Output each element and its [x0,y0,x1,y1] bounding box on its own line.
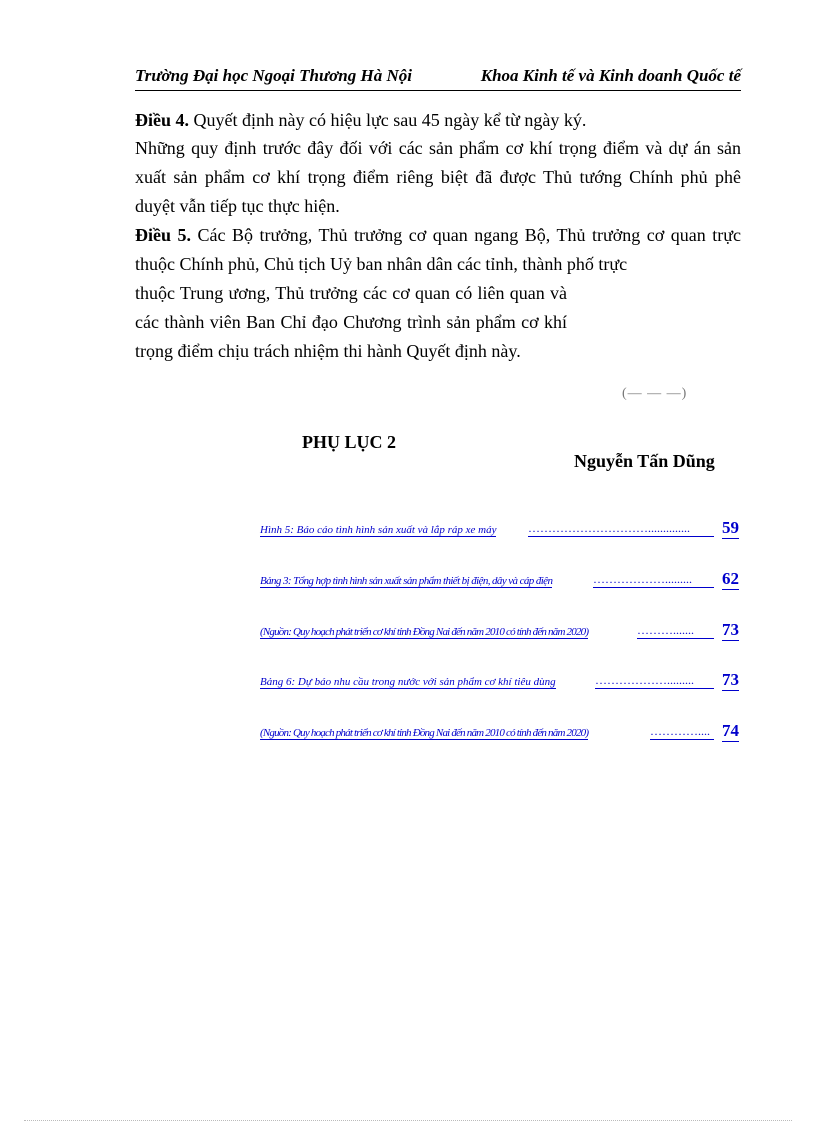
previous-regulations-paragraph: Những quy định trước đây đối với các sản phẩm cơ khí trọng điểm và dự án sản xuất sản phẩm cơ khí trọng điểm riêng biệt đã được Thủ tướng Chính phủ phê duyệt vẫn tiếp tục thực hiện. [135,138,741,216]
toc-title: Bảng 3: Tổng hợp tình hình sản xuất sản phẩm thiết bị điện, dây và cáp điện [260,575,553,587]
page-header [135,64,741,91]
article-4-text: Quyết định này có hiệu lực sau 45 ngày kể từ ngày ký. [189,110,587,130]
article-4 [135,106,741,135]
toc-title: Bảng 6: Dự báo nhu cầu trong nước với sản phẩm cơ khí tiêu dùng [260,676,556,688]
toc-title: Hình 5: Báo cáo tình hình sản xuất và lắp ráp xe máy [260,524,497,536]
toc-leader: ………………………….............. [528,521,714,537]
toc-page: 74 [722,721,739,740]
article-5-continued: thuộc Trung ương, Thủ trưởng các cơ quan có liên quan và các thành viên Ban Chỉ đạo Chương trình sản phẩm cơ khí trọng điểm chịu trách nhiệm thi hành Quyết định này. [135,283,567,361]
toc-leader: ………………......... [595,673,714,689]
page-bottom-divider [24,1120,792,1121]
toc-link-1[interactable] [260,568,739,590]
toc-leader: ………....... [637,623,714,639]
article-5 [135,221,741,279]
toc-page: 59 [722,518,739,537]
article-5-text: Các Bộ trưởng, Thủ trưởng cơ quan ngang Bộ, Thủ trưởng cơ quan trực thuộc Chính phủ, Chủ tịch Uỷ ban nhân dân các tỉnh, thành phố trực [135,225,742,274]
toc-leader: ………………......... [593,572,714,588]
toc-leader: ………….... [650,724,714,740]
toc-page: 73 [722,670,739,689]
toc-title: (Nguồn: Quy hoạch phát triển cơ khí tỉnh Đồng Nai đến năm 2010 có tính đến năm 2020) [260,626,589,638]
header-faculty: Khoa Kinh tế và Kinh doanh Quốc tế [480,66,741,85]
toc-page: 73 [722,620,739,639]
toc-link-3[interactable] [260,669,739,691]
appendix-title: PHỤ LỤC 2 [302,432,396,452]
toc-link-2[interactable] [260,619,739,641]
toc-page: 62 [722,569,739,588]
signer-name: Nguyễn Tấn Dũng [574,451,715,471]
toc-link-4[interactable] [260,720,739,742]
faded-mark: (— — —) [622,386,688,401]
header-university: Trường Đại học Ngoại Thương Hà Nội [135,66,412,85]
toc-title: (Nguồn: Quy hoạch phát triển cơ khí tỉnh Đồng Nai đến năm 2010 có tính đến năm 2020) [260,727,589,739]
toc-link-0[interactable] [260,517,739,539]
article-5-label: Điều 5. [135,225,192,245]
article-4-label: Điều 4. [135,110,189,130]
